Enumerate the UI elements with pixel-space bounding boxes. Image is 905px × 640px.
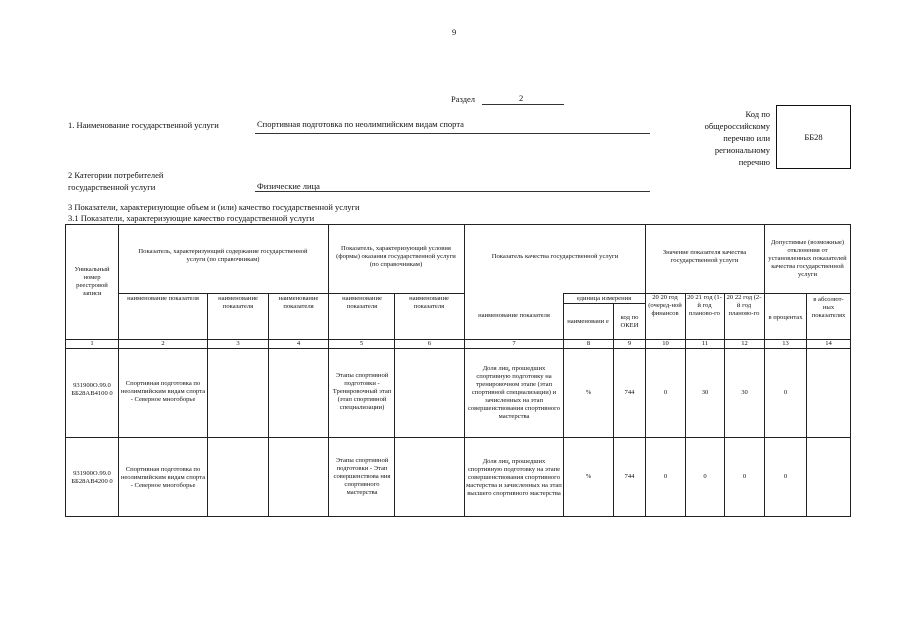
header-content-name-2: наименование показателя	[218, 295, 258, 310]
heading-3: 3 Показатели, характеризующие объем и (или) качество государственной услуги	[68, 202, 360, 212]
col-num: 10	[662, 339, 669, 347]
row-v2: 0	[703, 473, 707, 480]
category-underline	[255, 191, 650, 192]
row-v2: 30	[701, 389, 709, 396]
row-content: Спортивная подготовка по неолимпийским видам спорта - Северное многоборье	[120, 380, 206, 403]
row-okei: 744	[624, 389, 635, 396]
col-num: 2	[161, 339, 165, 347]
header-indicator-name: наименование показателя	[478, 312, 550, 319]
header-quality: Показатель качества государственной услуги	[491, 253, 619, 260]
header-registry: Уникальный номер реестровой записи	[74, 266, 110, 297]
col-num: 11	[701, 339, 709, 347]
header-values: Значение показателя качества государственной услуги	[662, 249, 747, 264]
col-num: 3	[236, 339, 240, 347]
row-v3: 0	[742, 473, 747, 480]
col-num: 14	[825, 339, 832, 347]
row-pct: 0	[783, 389, 788, 396]
row-registry: 931900О.99.0 ББ28АВ4100 0	[71, 382, 113, 397]
row-unit: %	[585, 389, 592, 396]
row-unit: %	[585, 473, 592, 480]
col-num: 6	[427, 339, 432, 347]
header-absolute: в абсолют-ных показателях	[811, 296, 846, 319]
service-name-underline	[255, 133, 650, 134]
row-v1: 0	[663, 473, 668, 480]
heading-3-1: 3.1 Показатели, характеризующие качество государственной услуги	[68, 213, 315, 223]
category-value: Физические лица	[257, 181, 320, 191]
col-num: 5	[359, 339, 364, 347]
section-underline	[482, 104, 564, 105]
row-pct: 0	[783, 473, 788, 480]
col-num: 7	[512, 339, 516, 347]
code-label: Код по общероссийскому перечню или региональному перечню	[704, 109, 770, 167]
row-registry: 931900О.99.0 ББ28АВ4200 0	[71, 470, 113, 485]
header-content: Показатель, характеризующий содержание государственной услуги (по справочникам)	[138, 248, 308, 263]
header-percent: в процентах	[768, 314, 803, 321]
col-num: 8	[586, 339, 591, 347]
service-name-label: 1. Наименование государственной услуги	[68, 120, 219, 130]
section-label: Раздел	[451, 94, 476, 104]
col-num: 13	[782, 339, 789, 347]
header-condition-name-2: наименование показателя	[409, 295, 449, 310]
header-year-3: 20 22 год (2-й год планово-го	[726, 294, 762, 317]
row-indicator: Доля лиц, прошедших спортивную подготовку на тренировочном этапе (этап спортивной специализации) и зачисленных на этап совершенствования спортивного мастерства	[467, 365, 561, 420]
header-year-2: 20 21 год (1-й год планово-го	[687, 294, 722, 317]
header-condition: Показатель, характеризующий условия (формы) оказания государственной услуги (по справочникам)	[336, 245, 456, 268]
row-v1: 0	[663, 389, 668, 396]
col-num: 12	[741, 339, 748, 347]
header-year-1: 20 20 год (очеред-ной финансов	[648, 294, 682, 317]
header-okei: код по ОКЕИ	[620, 313, 639, 329]
row-v3: 30	[741, 389, 748, 396]
header-content-name-1: наименование показателя	[127, 295, 199, 302]
service-name-value: Спортивная подготовка по неолимпийским видам спорта	[257, 119, 464, 129]
header-unit-name: наименовани е	[567, 317, 609, 325]
header-condition-name-1: наименование показателя	[342, 295, 382, 310]
row-abs	[807, 472, 850, 482]
category-label-1: 2 Категории потребителей	[68, 170, 164, 180]
page-number: 9	[452, 27, 457, 37]
row-indicator: Доля лиц, прошедших спортивную подготовку на этапе совершенствования спортивного мастерства и зачисленных на этап высшего спортивного мастерства	[466, 457, 562, 497]
category-label-2: государственной услуги	[68, 182, 156, 192]
row-condition: Этапы спортивной подготовки - Этап совершенствова ния спортивного мастерства	[333, 457, 391, 496]
section-value: 2	[519, 93, 524, 103]
code-box	[776, 105, 851, 169]
header-allowed: Допустимые (возможные) отклонения от установленных показателей качества государственной услуги	[768, 239, 847, 278]
row-condition: Этапы спортивной подготовки - Тренировочный этап (этап спортивной специализации)	[332, 372, 392, 411]
code-value: ББ28	[804, 132, 823, 142]
col-num: 4	[296, 339, 301, 347]
col-num: 9	[627, 339, 632, 347]
header-content-name-3: наименование показателя	[278, 295, 319, 310]
row-okei: 744	[624, 473, 635, 480]
col-num: 1	[90, 339, 94, 347]
header-unit: единица измерения	[576, 294, 632, 302]
row-abs	[807, 388, 850, 398]
row-content: Спортивная подготовка по неолимпийским видам спорта - Северное многоборье	[120, 466, 206, 489]
